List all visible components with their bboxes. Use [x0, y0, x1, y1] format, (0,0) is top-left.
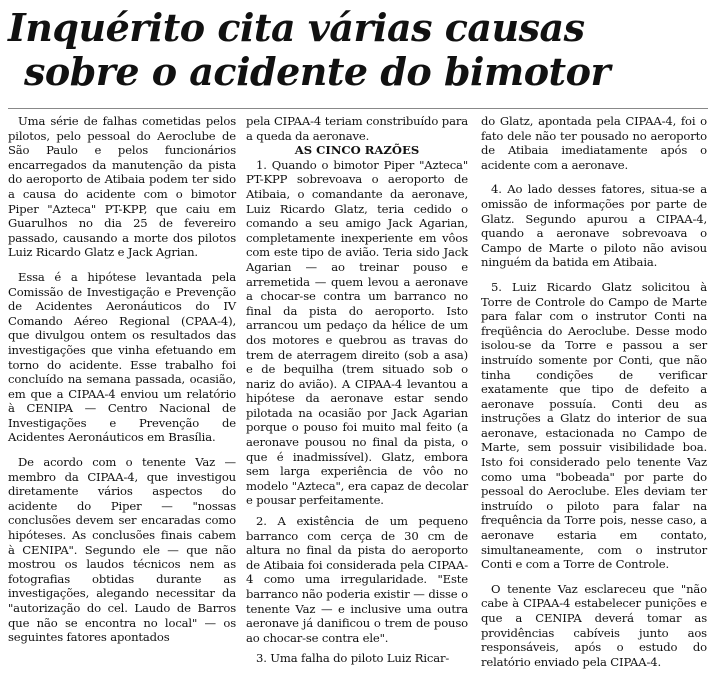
paragraph: do Glatz, apontada pela CIPAA-4, foi o fato dele não ter pousado no aeroporto de Atibaia imediatamente após o acidente com a aeronave. [481, 114, 707, 172]
headline-line-1: Inquérito cita várias causas [8, 5, 585, 50]
paragraph: O tenente Vaz esclareceu que "não cabe à CIPAA-4 estabelecer punições e que a CENIPA deverá tomar as providências cabíveis junto aos responsáveis, após o estudo do relatório enviado pela CIPAA-4. [481, 581, 707, 669]
paragraph: 5. Luiz Ricardo Glatz solicitou à Torre de Controle do Campo de Marte para falar com o instrutor Conti na freqüência do Aeroclube. Desse modo isolou-se da Torre e passou a ser instruído somente por Conti, que não tinha condições de verificar exatamente que tipo de defeito a aeronave possuía. Conti deu as instruções a Glatz do interior de sua aeronave, estacionada no Campo de Marte, sem possuir visibilidade boa. Isto foi considerado pelo tenente Vaz como uma "bobeada" por parte do pessoal do Aeroclube. Eles deviam ter instruído o piloto para falar na frequência da Torre pois, nesse caso, a aeronave estaria em contato, simultaneamente, com o instrutor Conti e com a Torre de Controle. [481, 279, 707, 572]
column-3 [481, 114, 707, 675]
subhead: AS CINCO RAZÕES [294, 143, 420, 158]
paragraph: Uma série de falhas cometidas pelos pilotos, pelo pessoal do Aeroclube de São Paulo e pelos funcionários encarregados da manutenção da pista do aeroporto de Atibaia podem ter sido a causa do acidente com o bimotor Piper "Azteca" PT-KPP, que caiu em Guarulhos no dia 25 de fevereiro passado, causando a morte dos pilotos Luiz Ricardo Glatz e Jack Agrian. [8, 114, 236, 260]
column-1 [8, 114, 236, 651]
headline-line-2: sobre o acidente do bimotor [24, 49, 610, 94]
paragraph: pela CIPAA-4 teriam constribuído para a queda da aeronave. [246, 114, 468, 143]
paragraph: 1. Quando o bimotor Piper "Azteca" PT-KPP sobrevoava o aeroporto de Atibaia, o comandante da aeronave, Luiz Ricardo Glatz, teria cedido o comando a seu amigo Jack Agarian, completamente inexperiente em vôos com este tipo de avião. Teria sido Jack Agarian — ao treinar pouso e arremetida — quem levou a aeronave a chocar-se contra um barranco no final da pista do aeroporto. Isto arrancou um pedaço da hélice de um dos motores e quebrou as travas do trem de aterragem direito (sob a asa) e de bequilha (trem situado sob o nariz do avião). A CIPAA-4 levantou a hipótese da aeronave estar sendo pilotada na ocasião por Jack Agarian porque o pouso foi muito mal feito (a aeronave pousou no final da pista, o que é inadmissível). Glatz, embora sem larga experiência de vôo no modelo "Azteca", era capaz de decolar e pousar perfeitamente. [246, 157, 468, 508]
paragraph: 4. Ao lado desses fatores, situa-se a omissão de informações por parte de Glatz. Segundo apurou a CIPAA-4, quando a aeronave sobrevoava o Campo de Marte o piloto não avisou ninguém da batida em Atibaia. [481, 182, 707, 270]
paragraph: De acordo com o tenente Vaz — membro da CIPAA-4, que investigou diretamente vários aspectos do acidente do Piper — "nossas conclusões devem ser encaradas como hipóteses. As conclusões finais cabem à CENIPA". Segundo ele — que não mostrou os laudos técnicos nem as fotografias obtidas durante as investigações, alegando necessitar da "autorização do cel. Laudo de Barros que não se encontra no local" — os seguintes fatores apontados [8, 455, 236, 645]
paragraph: Essa é a hipótese levantada pela Comissão de Investigação e Prevenção de Acidentes Aeronáuticos do IV Comando Aéreo Regional (CPAA-4), que divulgou ontem os resultados das investigações que vinha efetuando em torno do acidente. Esse trabalho foi concluído na semana passada, ocasião, em que a CIPAA-4 enviou um relatório à CENIPA — Centro Nacional de Investigações e Prevenção de Acidentes Aeronáuticos em Brasília. [8, 269, 236, 445]
paragraph: 2. A existência de um pequeno barranco com cerça de 30 cm de altura no final da pista do aeroporto de Atibaia foi considerada pela CIPAA-4 como uma irregularidade. "Este barranco não poderia existir — disse o tenente Vaz — e inclusive uma outra aeronave já danificou o trem de pouso ao chocar-se contra ele". [246, 514, 468, 645]
headline-rule [8, 108, 708, 109]
column-2 [246, 114, 468, 672]
paragraph: 3. Uma falha do piloto Luiz Ricar- [256, 651, 450, 666]
headline [8, 6, 708, 94]
